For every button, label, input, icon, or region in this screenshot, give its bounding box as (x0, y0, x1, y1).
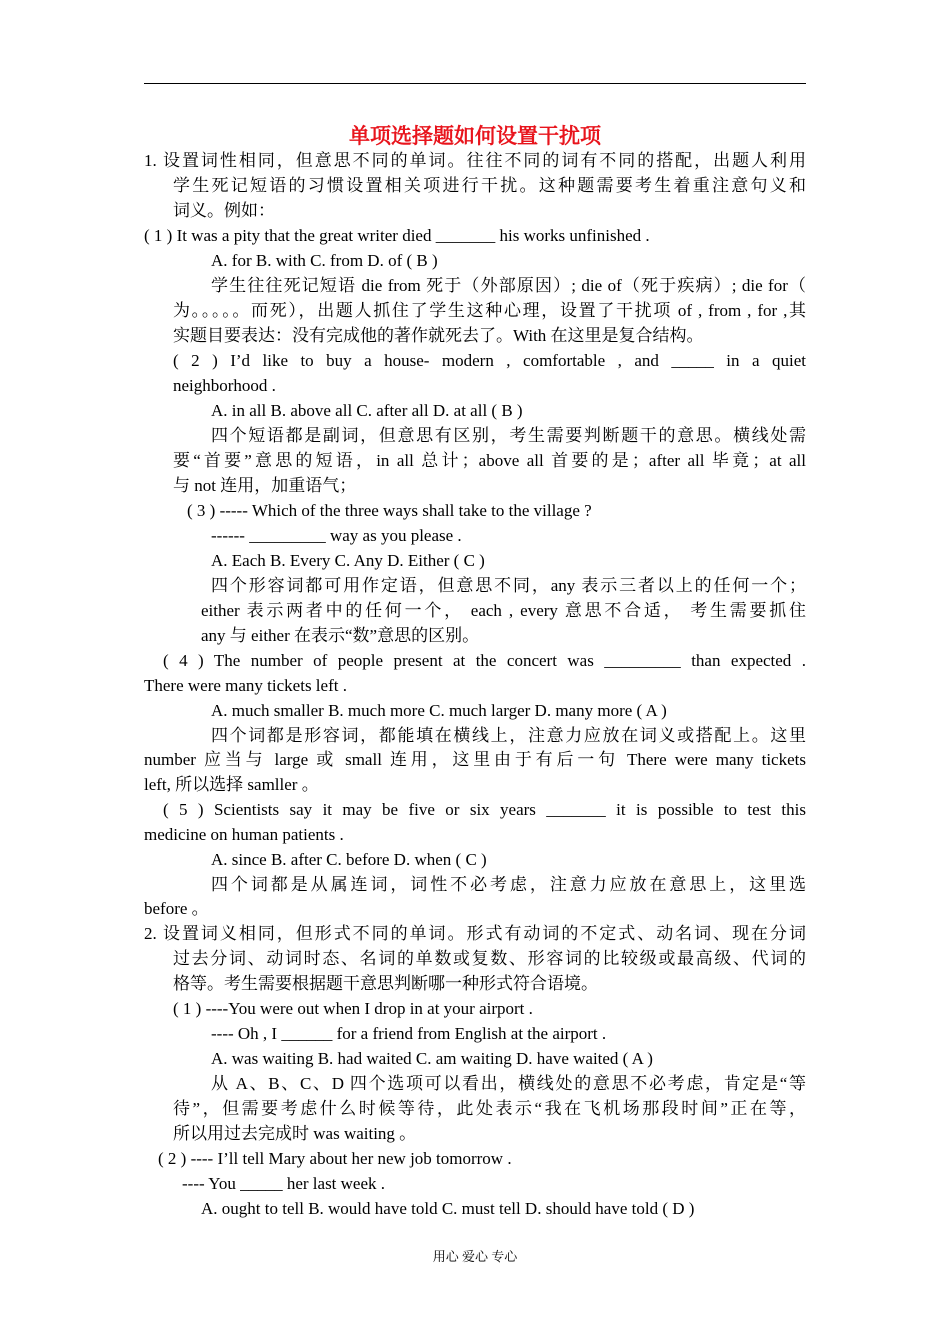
text-line: 学生死记短语的习惯设置相关项进行干扰。这种题需要考生着重注意句义和 (173, 176, 806, 195)
text-line: ( 1 ) ----You were out when I drop in at your airport . (173, 999, 533, 1018)
text-line: 四个形容词都可用作定语，但意思不同，any 表示三者以上的任何一个； (211, 576, 806, 595)
text-line: 2. 设置词义相同，但形式不同的单词。形式有动词的不定式、动名词、现在分词 (144, 924, 806, 943)
text-line: 词义。例如： (173, 201, 275, 220)
text-line: 四个词都是从属连词，词性不必考虑，注意力应放在意思上，这里选 (211, 875, 806, 894)
text-line: A. in all B. above all C. after all D. at all ( B ) (211, 401, 523, 420)
text-line: 四个短语都是副词，但意思有区别，考生需要判断题干的意思。横线处需 (211, 426, 806, 445)
text-line: 要“首要”意思的短语，in all 总计；above all 首要的是；after all 毕竟；at all (173, 451, 806, 470)
text-line: ( 4 ) The number of people present at the concert was _________ than expected . (163, 651, 806, 670)
text-line: A. much smaller B. much more C. much larger D. many more ( A ) (211, 701, 667, 720)
text-line: A. since B. after C. before D. when ( C ) (211, 850, 487, 869)
text-line: A. for B. with C. from D. of ( B ) (211, 251, 438, 270)
text-line: ( 2 ) I’d like to buy a house- modern , comfortable , and _____ in a quiet (173, 351, 806, 370)
page-footer: 用心 爱心 专心 (432, 1249, 518, 1264)
text-line: either 表示两者中的任何一个， each , every 意思不合适， 考生需要抓住 (201, 601, 806, 620)
text-line: ( 3 ) ----- Which of the three ways shall take to the village ? (187, 501, 592, 520)
text-line: 1. 设置词性相同，但意思不同的单词。往往不同的词有不同的搭配，出题人利用 (144, 151, 806, 170)
text-line: 四个词都是形容词，都能填在横线上，注意力应放在词义或搭配上。这里 (211, 726, 806, 745)
text-line: ---- You _____ her last week . (182, 1174, 386, 1193)
text-line: A. was waiting B. had waited C. am waiting D. have waited ( A ) (211, 1049, 653, 1068)
text-line: number 应当与 large 或 small 连用，这里由于有后一句 There were many tickets (144, 750, 806, 769)
page-title: 单项选择题如何设置干扰项 (349, 124, 601, 148)
text-line: 学生往往死记短语 die from 死于（外部原因）; die of（死于疾病）; die for（ (211, 276, 806, 295)
text-line: 所以用过去完成时 was waiting 。 (173, 1124, 417, 1143)
text-line: any 与 either 在表示“数”意思的区别。 (201, 626, 480, 645)
text-line: 待”，但需要考虑什么时候等待，此处表示“我在飞机场那段时间”正在等， (173, 1099, 806, 1118)
text-line: 实题目要表达：没有完成他的著作就死去了。With 在这里是复合结构。 (173, 326, 704, 345)
text-line: 格等。考生需要根据题干意思判断哪一种形式符合语境。 (173, 974, 598, 993)
text-line: ( 1 ) It was a pity that the great writer died _______ his works unfinished . (144, 226, 650, 245)
text-line: before 。 (144, 899, 209, 918)
header-rule (144, 83, 806, 84)
text-line: ------ _________ way as you please . (211, 526, 462, 545)
text-line: neighborhood . (173, 376, 276, 395)
text-line: 与 not 连用，加重语气； (173, 476, 357, 495)
text-line: There were many tickets left . (144, 676, 347, 695)
text-line: ( 2 ) ---- I’ll tell Mary about her new job tomorrow . (158, 1149, 512, 1168)
text-line: 过去分词、动词时态、名词的单数或复数、形容词的比较级或最高级、代词的 (173, 949, 806, 968)
text-line: A. ought to tell B. would have told C. must tell D. should have told ( D ) (201, 1199, 695, 1218)
text-line: medicine on human patients . (144, 825, 344, 844)
text-line: ( 5 ) Scientists say it may be five or six years _______ it is possible to test this (163, 800, 806, 819)
text-line: 从 A、B、C、D 四个选项可以看出，横线处的意思不必考虑，肯定是“等 (211, 1074, 806, 1093)
text-line: 为。。。。。而死），出题人抓住了学生这种心理，设置了干扰项 of , from , for ,其 (173, 301, 806, 320)
text-line: ---- Oh , I ______ for a friend from English at the airport . (211, 1024, 607, 1043)
text-line: left, 所以选择 samller 。 (144, 775, 319, 794)
text-line: A. Each B. Every C. Any D. Either ( C ) (211, 551, 485, 570)
